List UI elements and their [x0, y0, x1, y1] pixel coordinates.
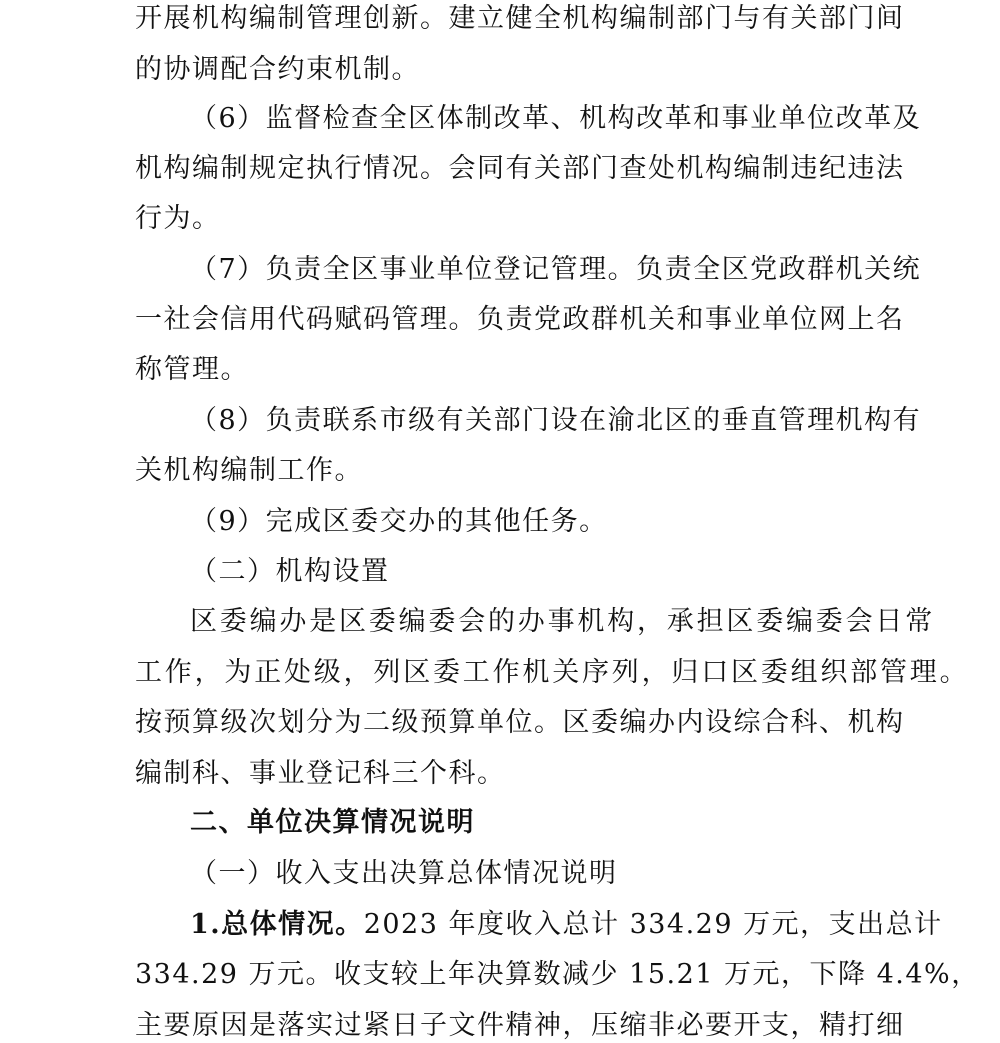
section-subheading: （二）机构设置	[190, 556, 390, 587]
text-line: 334.29 万元。收支较上年决算数减少 15.21 万元，下降 4.4%，	[135, 959, 980, 990]
text-line	[190, 908, 943, 942]
text-line: 开展机构编制管理创新。建立健全机构编制部门与有关部门间	[135, 3, 905, 34]
text-line: （7）负责全区事业单位登记管理。负责全区党政群机关统	[190, 254, 922, 285]
text-line: 工作，为正处级，列区委工作机关序列，归口区委组织部管理。	[135, 657, 970, 688]
paragraph-lead: 1.总体情况。	[190, 909, 364, 940]
text-line: 编制科、事业登记科三个科。	[135, 758, 506, 789]
text-line: 的协调配合约束机制。	[135, 54, 420, 85]
text-line: 关机构编制工作。	[135, 455, 363, 486]
section-subheading: （一）收入支出决算总体情况说明	[190, 858, 618, 889]
paragraph-text: 2023 年度收入总计 334.29 万元，支出总计	[363, 909, 943, 940]
text-line: 一社会信用代码赋码管理。负责党政群机关和事业单位网上名	[135, 304, 905, 335]
text-line: （9）完成区委交办的其他任务。	[190, 506, 608, 537]
text-line: 称管理。	[135, 354, 249, 385]
text-line: 主要原因是落实过紧日子文件精神，压缩非必要开支，精打细	[135, 1010, 905, 1041]
text-line: （6）监督检查全区体制改革、机构改革和事业单位改革及	[190, 103, 922, 134]
text-line: 机构编制规定执行情况。会同有关部门查处机构编制违纪违法	[135, 153, 905, 184]
text-line: 区委编办是区委编委会的办事机构，承担区委编委会日常	[190, 606, 935, 637]
text-line: 按预算级次划分为二级预算单位。区委编办内设综合科、机构	[135, 707, 905, 738]
section-heading: 二、单位决算情况说明	[190, 807, 475, 838]
text-line: （8）负责联系市级有关部门设在渝北区的垂直管理机构有	[190, 405, 922, 436]
text-line: 行为。	[135, 203, 221, 234]
